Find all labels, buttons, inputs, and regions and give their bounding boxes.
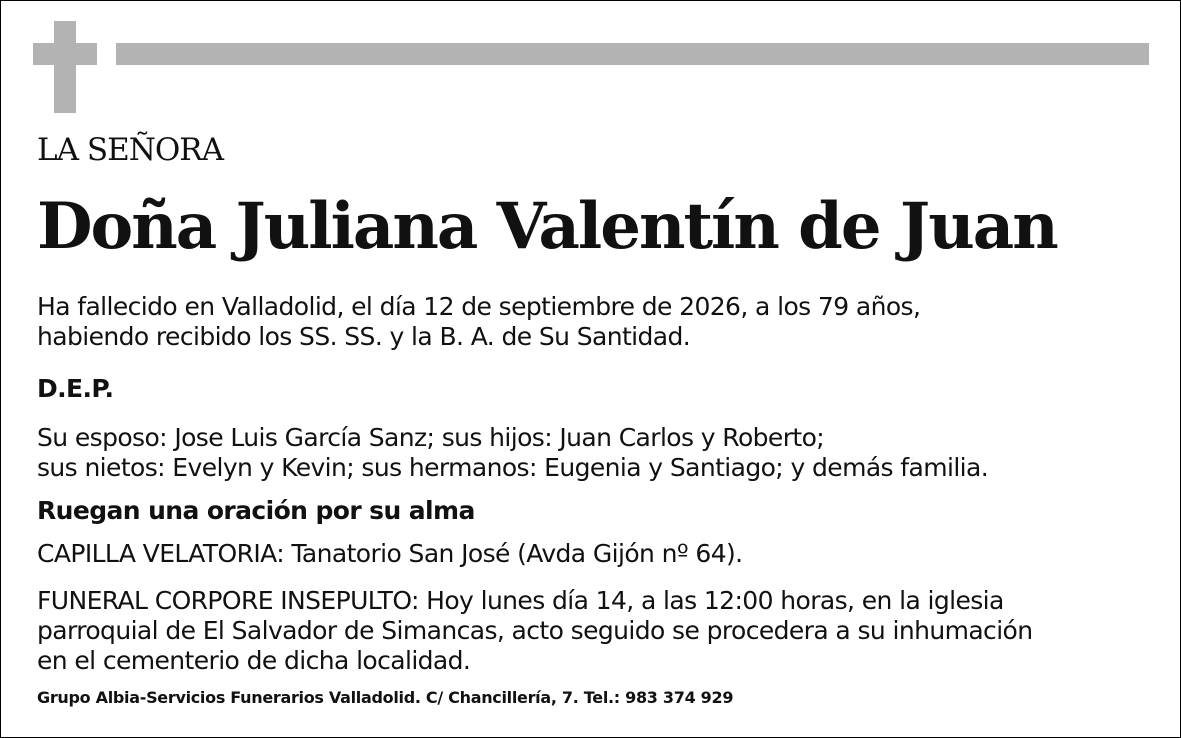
prayer-request: Ruegan una oración por su alma bbox=[37, 496, 475, 525]
deceased-name: Doña Juliana Valentín de Juan bbox=[37, 189, 1057, 264]
cross-vertical-bar bbox=[54, 21, 76, 113]
funeral-info bbox=[37, 586, 1032, 676]
family-line: Su esposo: Jose Luis García Sanz; sus hijos: Juan Carlos y Roberto; bbox=[37, 423, 825, 452]
funeral-home-footer: Grupo Albia-Servicios Funerarios Valladolid. C/ Chancillería, 7. Tel.: 983 374 929 bbox=[37, 688, 734, 707]
honorific: LA SEÑORA bbox=[37, 132, 223, 168]
announcement bbox=[37, 292, 920, 352]
announcement-line: habiendo recibido los SS. SS. y la B. A. de Su Santidad. bbox=[37, 322, 691, 351]
chapel-info: CAPILLA VELATORIA: Tanatorio San José (Avda Gijón nº 64). bbox=[37, 539, 743, 568]
header-rule bbox=[116, 43, 1149, 65]
funeral-line: en el cementerio de dicha localidad. bbox=[37, 646, 471, 675]
family-line: sus nietos: Evelyn y Kevin; sus hermanos: Eugenia y Santiago; y demás familia. bbox=[37, 453, 989, 482]
funeral-line: FUNERAL CORPORE INSEPULTO: Hoy lunes día 14, a las 12:00 horas, en la iglesia bbox=[37, 586, 1004, 615]
cross-horizontal-bar bbox=[33, 43, 97, 65]
family-list bbox=[37, 423, 988, 483]
dep-text: D.E.P. bbox=[37, 374, 114, 403]
announcement-line: Ha fallecido en Valladolid, el día 12 de septiembre de 2026, a los 79 años, bbox=[37, 292, 921, 321]
funeral-line: parroquial de El Salvador de Simancas, acto seguido se procedera a su inhumación bbox=[37, 616, 1033, 645]
